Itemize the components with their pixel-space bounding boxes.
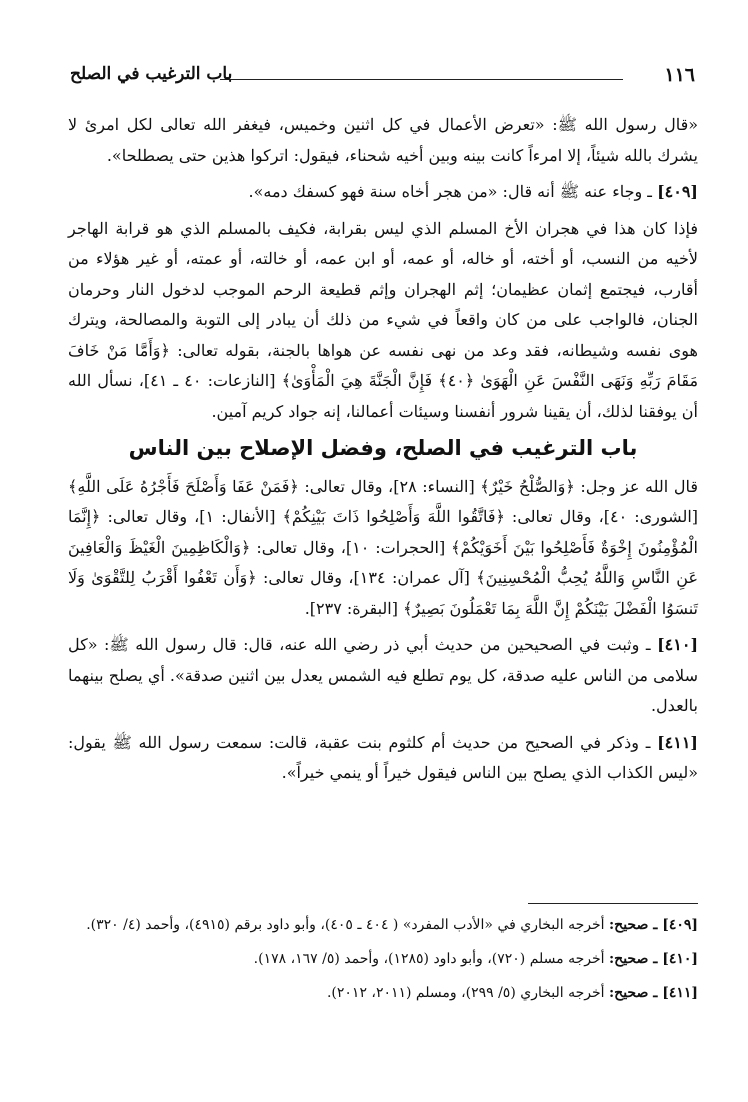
paragraph-410 [68, 630, 698, 722]
footnote-separator [528, 903, 698, 904]
footnote-409 [68, 912, 698, 938]
hadith-text: ـ وذكر في الصحيح من حديث أم كلثوم بنت عقبة، قالت: سمعت رسول الله ﷺ يقول: «ليس الكذاب الذي يصلح بين الناس فيقول خيراً أو ينمي خيراً». [68, 732, 698, 782]
footnote-tag: [٤١١] ـ صحيح: [608, 985, 698, 1001]
page-number: ١١٦ [664, 64, 695, 86]
footnote-text: أخرجه مسلم (٧٢٠)، وأبو داود (١٢٨٥)، وأحمد (٥/ ١٦٧، ١٧٨). [253, 951, 609, 967]
hadith-text: ـ وثبت في الصحيحين من حديث أبي ذر رضي الله عنه، قال: قال رسول الله ﷺ: «كل سلامى من الناس عليه صدقة، كل يوم تطلع فيه الشمس يعدل بين اثنين صدقة». أي يصلح بينهما بالعدل. [68, 635, 698, 715]
footnote-411 [68, 980, 698, 1006]
footnote-tag: [٤٠٩] ـ صحيح: [608, 917, 698, 933]
running-header [70, 64, 695, 98]
header-rule [220, 79, 623, 80]
running-title: باب الترغيب في الصلح [70, 64, 233, 84]
paragraph-commentary: فإذا كان هذا في هجران الأخ المسلم الذي ليس بقرابة، فكيف بالمسلم الذي هو قرابة الهاجر لأخيه من النسب، أو أخته، أو خاله، أو عمه، أو ابن عمه، أو خالته، أو عمته، أو غير هؤلاء من أقارب، فيجتمع إثمان عظيمان؛ إثم الهجران وإثم قطيعة الرحم الموجب لدخول النار وحرمان الجنان، فالواجب على من كان واقعاً في شيء من ذلك أن يبادر إلى التوبة والمصالحة، ويترك هوى نفسه وشيطانه، فقد وعد من نهى نفسه عن هواها بالجنة، بقوله تعالى: ﴿وَأَمَّا مَنْ خَافَ مَقَامَ رَبِّهِ وَنَهَى النَّفْسَ عَنِ الْهَوَىٰ ﴿٤٠﴾ فَإِنَّ الْجَنَّةَ هِيَ الْمَأْوَىٰ﴾ [النازعات: ٤٠ ـ ٤١]، نسأل الله أن يوفقنا لذلك، أن يقينا شرور أنفسنا وسيئات أعمالنا، إنه جواد كريم آمين. [68, 218, 699, 421]
section-title: باب الترغيب في الصلح، وفضل الإصلاح بين الناس [128, 436, 638, 460]
footnotes [68, 912, 698, 1014]
paragraph-411 [68, 728, 698, 789]
footnote-text: أخرجه البخاري في «الأدب المفرد» ( ٤٠٤ ـ ٤٠٥)، وأبو داود برقم (٤٩١٥)، وأحمد (٤/ ٣٢٠). [86, 917, 609, 933]
hadith-number: [٤١١] [657, 732, 698, 752]
footnote-tag: [٤١٠] ـ صحيح: [608, 951, 698, 967]
main-text [68, 110, 698, 789]
hadith-number: [٤٠٩] [657, 182, 698, 201]
paragraph-quran-verses: قال الله عز وجل: ﴿وَالصُّلْحُ خَيْرٌ﴾ [النساء: ٢٨]، وقال تعالى: ﴿فَمَنْ عَفَا وَأَصْلَحَ فَأَجْرُهُ عَلَى اللَّهِ﴾ [الشورى: ٤٠]، وقال تعالى: ﴿فَاتَّقُوا اللَّهَ وَأَصْلِحُوا ذَاتَ بَيْنِكُمْ﴾ [الأنفال: ١]، وقال تعالى: ﴿إِنَّمَا الْمُؤْمِنُونَ إِخْوَةٌ فَأَصْلِحُوا بَيْنَ أَخَوَيْكُمْ﴾ [الحجرات: ١٠]، وقال تعالى: ﴿وَالْكَاظِمِينَ الْغَيْظَ وَالْعَافِينَ عَنِ النَّاسِ وَاللَّهُ يُحِبُّ الْمُحْسِنِينَ﴾ [آل عمران: ١٣٤]، وقال تعالى: ﴿وَأَن تَعْفُوا أَقْرَبُ لِلتَّقْوَىٰ وَلَا تَنسَوُا الْفَضْلَ بَيْنَكُمْ إِنَّ اللَّهَ بِمَا تَعْمَلُونَ بَصِيرٌ﴾ [البقرة: ٢٣٧]. [68, 476, 699, 618]
hadith-number: [٤١٠] [657, 635, 699, 654]
hadith-text: ـ وجاء عنه ﷺ أنه قال: «من هجر أخاه سنة فهو كسفك دمه». [248, 182, 658, 201]
footnote-text: أخرجه البخاري (٥/ ٢٩٩)، ومسلم (٢٠١١، ٢٠١٢). [326, 985, 609, 1001]
footnote-410 [68, 946, 698, 972]
paragraph-409 [68, 177, 698, 208]
paragraph-hadith-deeds: «قال رسول الله ﷺ: «تعرض الأعمال في كل اثنين وخميس، فيغفر الله تعالى لكل امرئ لا يشرك بالله شيئاً، إلا امرءاً كانت بينه وبين أخيه شحناء، فيقول: اتركوا هذين حتى يصطلحا». [68, 115, 698, 165]
